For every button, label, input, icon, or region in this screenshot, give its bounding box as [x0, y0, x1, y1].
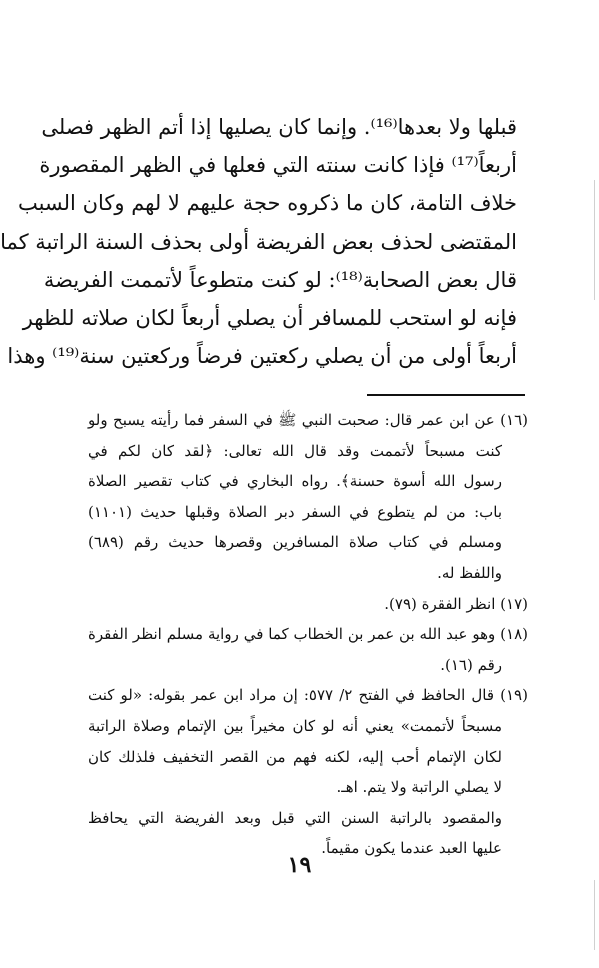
page-number: ١٩ — [287, 852, 312, 878]
footnote-line: رقم (١٦). — [440, 655, 502, 674]
footnote-line: رسول الله أسوة حسنة﴾. رواه البخاري في كتاب تقصير الصلاة — [88, 472, 502, 491]
footnote-18 — [88, 619, 528, 680]
footnote-19 — [88, 680, 528, 864]
footnote-line: عليها العبد عندما يكون مقيماً. — [321, 839, 502, 858]
footnote-line: لكان الإتمام أحب إليه، لكنه فهم من القصر التخفيف فلذلك كان — [88, 747, 502, 766]
page-edge-shadow — [594, 180, 595, 300]
body-line: المقتضى لحذف بعض الفريضة أولى بحذف السنة الراتبة كما — [0, 229, 517, 254]
footnote-line: كنت مسبحاً لأتممت وقد قال الله تعالى: ﴿لقد كان لكم في — [88, 441, 502, 460]
footnote-line: (١٩) قال الحافظ في الفتح ٢/ ٥٧٧: إن مراد ابن عمر بقوله: «لو كنت — [88, 686, 528, 705]
body-line: خلاف التامة، كان ما ذكروه حجة عليهم لا لهم وكان السبب — [17, 191, 517, 216]
footnote-line: (١٨) وهو عبد الله بن عمر بن الخطاب كما في رواية مسلم انظر الفقرة — [88, 625, 528, 644]
footnote-line: (١٦) عن ابن عمر قال: صحبت النبي ﷺ في السفر فما رأيته يسبح ولو — [88, 411, 528, 429]
footnote-line: واللفظ له. — [437, 563, 502, 582]
body-line: أربعاً أولى من أن يصلي ركعتين فرضاً وركعتين سنة⁽¹⁹⁾ وهذا — [7, 344, 517, 369]
footnote-line: لا يصلي الراتبة ولا يتم. اهـ. — [336, 778, 502, 797]
footnote-line: ومسلم في كتاب صلاة المسافرين وقصرها حديث رقم (٦٨٩) — [88, 533, 502, 552]
main-body-text — [0, 108, 517, 375]
footnote-16 — [88, 405, 528, 589]
footnote-17 — [88, 589, 528, 620]
body-line: فإنه لو استحب للمسافر أن يصلي أربعاً لكان صلاته للظهر — [22, 305, 517, 330]
footnote-line: باب: من لم يتطوع في السفر دبر الصلاة وقبلها حديث (١١٠١) — [88, 502, 502, 521]
footnotes-section — [88, 405, 528, 864]
body-line: قال بعض الصحابة⁽¹⁸⁾: لو كنت متطوعاً لأتممت الفريضة — [43, 267, 517, 292]
footnote-line: مسبحاً لأتممت» يعني أنه لو كان مخيراً بين الإتمام وصلاة الراتبة — [88, 716, 502, 735]
footnote-line: (١٧) انظر الفقرة (٧٩). — [384, 594, 528, 613]
body-line: أربعاً⁽¹⁷⁾ فإذا كانت سنته التي فعلها في الظهر المقصورة — [39, 153, 517, 178]
footnote-line: والمقصود بالراتبة السنن التي قبل وبعد الفريضة التي يحافظ — [88, 808, 502, 827]
footnote-divider — [367, 394, 525, 396]
body-line: قبلها ولا بعدها⁽¹⁶⁾. وإنما كان يصليها إذا أتم الظهر فصلى — [41, 115, 517, 139]
page-edge-shadow — [594, 880, 595, 950]
